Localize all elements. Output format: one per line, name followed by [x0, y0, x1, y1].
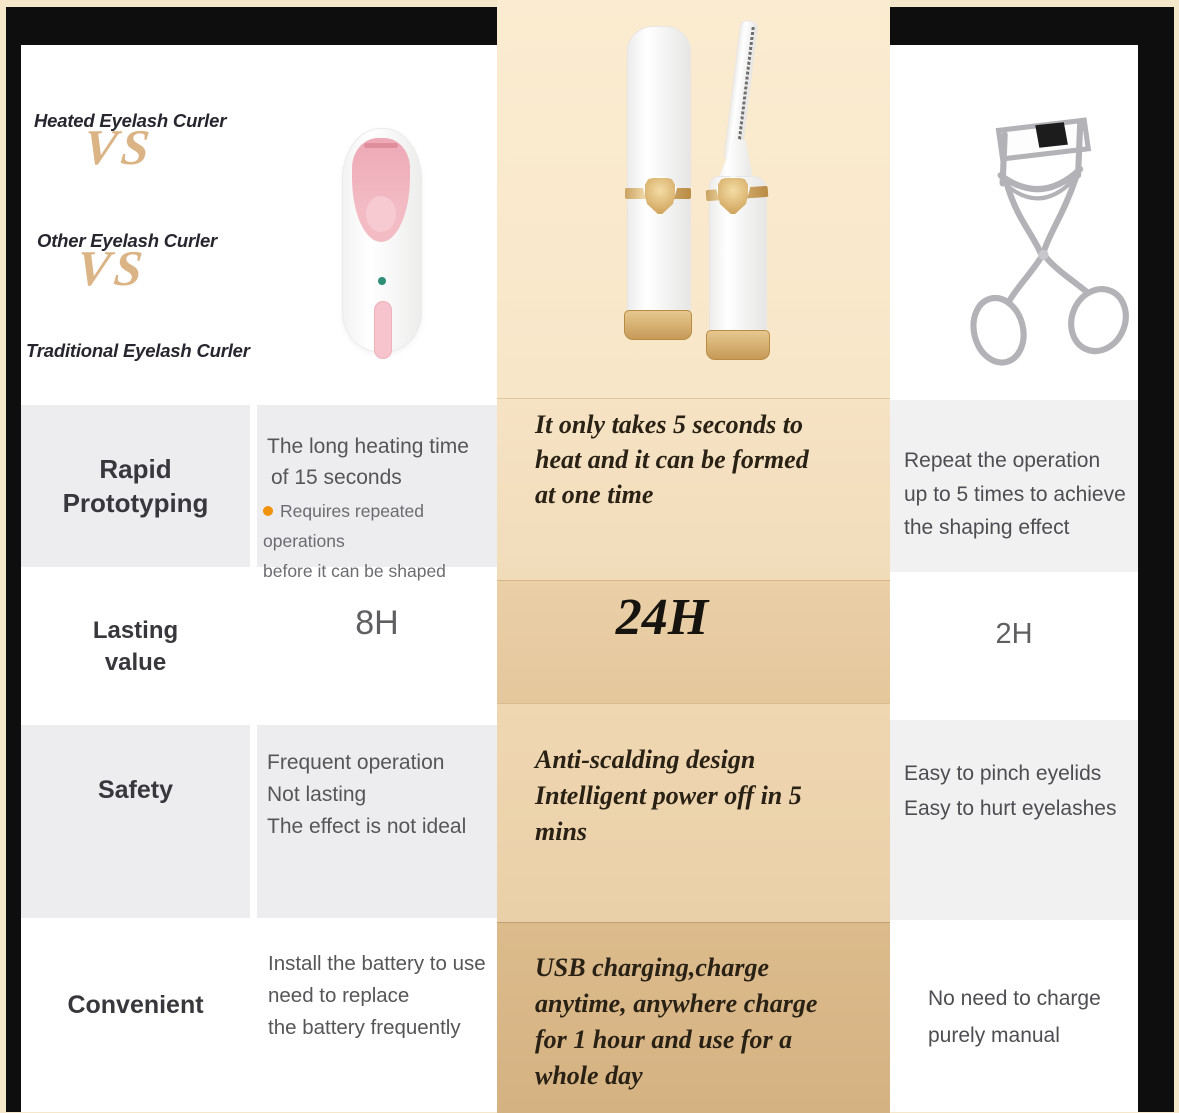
row1-traditional-text	[904, 444, 1126, 545]
text-line: Intelligent power off in 5	[535, 781, 802, 810]
pad-top-line	[364, 143, 398, 148]
pen-body	[627, 26, 691, 320]
text-line: No need to charge	[928, 987, 1101, 1010]
row4-heated-text	[535, 950, 880, 1094]
row1-label-cell	[21, 405, 250, 567]
pad-inner-circle	[366, 196, 396, 232]
text-line: Not lasting	[267, 783, 367, 806]
text-line: Anti-scalding design	[535, 745, 756, 774]
row2-heated-value: 24H	[615, 589, 709, 646]
text-line: USB charging,charge	[535, 953, 770, 982]
row3-heated-text	[535, 742, 880, 850]
text-line: of 15 seconds	[271, 466, 402, 489]
comb-teeth	[737, 27, 755, 146]
contender-other-label: Other Eyelash Curler	[37, 230, 218, 251]
note-line	[263, 496, 499, 556]
row2-label: Lasting value	[92, 617, 179, 676]
heated-curler-pen-closed-image	[627, 26, 691, 346]
text-line: Easy to hurt eyelashes	[904, 797, 1117, 820]
text-line: It only takes 5 seconds to	[535, 410, 803, 439]
pen-gold-cap	[706, 330, 770, 360]
traditional-eyelash-curler-image	[945, 112, 1150, 367]
row3-other-cell	[257, 725, 497, 918]
heated-column-product-band	[497, 0, 890, 398]
other-eyelash-curler-image	[342, 128, 420, 350]
row3-traditional-cell	[890, 720, 1138, 920]
text-line: anytime, anywhere charge	[535, 989, 818, 1018]
row1-other-text	[267, 431, 469, 493]
contender-heated-label: Heated Eyelash Curler	[34, 110, 227, 131]
text-line: Install the battery to use	[268, 952, 486, 975]
row3-label: Safety	[97, 776, 174, 804]
text-line: Frequent operation	[267, 751, 445, 774]
text-line: The effect is not ideal	[267, 815, 467, 838]
power-button	[374, 301, 392, 359]
text-line: whole day	[535, 1061, 643, 1090]
row4-traditional-text	[928, 980, 1101, 1054]
text-line: the battery frequently	[268, 1016, 461, 1039]
row4-label: Convenient	[67, 991, 204, 1019]
text-line: need to replace	[268, 984, 410, 1007]
row1-other-note	[263, 496, 499, 586]
row1-traditional-cell	[890, 400, 1138, 572]
text-line: up to 5 times to achieve	[904, 482, 1126, 506]
text-line: heat and it can be formed	[535, 445, 809, 474]
text-line: before it can be shaped	[263, 561, 446, 581]
device-body	[342, 128, 422, 352]
vs-mark-2: VS	[74, 240, 150, 296]
row1-heated-text	[535, 407, 880, 512]
row3-other-text	[267, 747, 466, 843]
heating-pad	[352, 138, 410, 242]
text-line: mins	[535, 817, 588, 846]
pen-gold-cap	[624, 310, 692, 340]
vs-mark-1: VS	[81, 119, 157, 175]
row2-other-value: 8H	[355, 604, 399, 642]
metal-curler-drawing	[945, 112, 1150, 367]
row4-other-text	[268, 948, 486, 1044]
text-line: Repeat the operation	[904, 449, 1101, 472]
text-line: Requires repeated operations	[263, 501, 424, 551]
row2-label-cell	[21, 615, 250, 679]
heating-wand	[724, 19, 759, 160]
row3-label-cell	[21, 725, 250, 918]
heated-product-column	[497, 0, 890, 1112]
text-line: The long heating time	[267, 435, 469, 458]
text-line: purely manual	[928, 1024, 1060, 1047]
row1-other-cell	[257, 405, 497, 581]
led-indicator	[378, 277, 386, 285]
text-line: at one time	[535, 480, 654, 509]
note-bullet-icon	[263, 506, 273, 516]
text-line: for 1 hour and use for a	[535, 1025, 793, 1054]
text-line: Easy to pinch eyelids	[904, 762, 1102, 785]
text-line: the shaping effect	[904, 516, 1070, 539]
row2-traditional-value: 2H	[995, 618, 1033, 650]
heated-curler-pen-open-image	[702, 18, 772, 348]
contender-traditional-label: Traditional Eyelash Curler	[26, 340, 250, 361]
row1-label: Rapid Prototyping	[62, 454, 209, 518]
row3-traditional-text	[904, 756, 1116, 826]
